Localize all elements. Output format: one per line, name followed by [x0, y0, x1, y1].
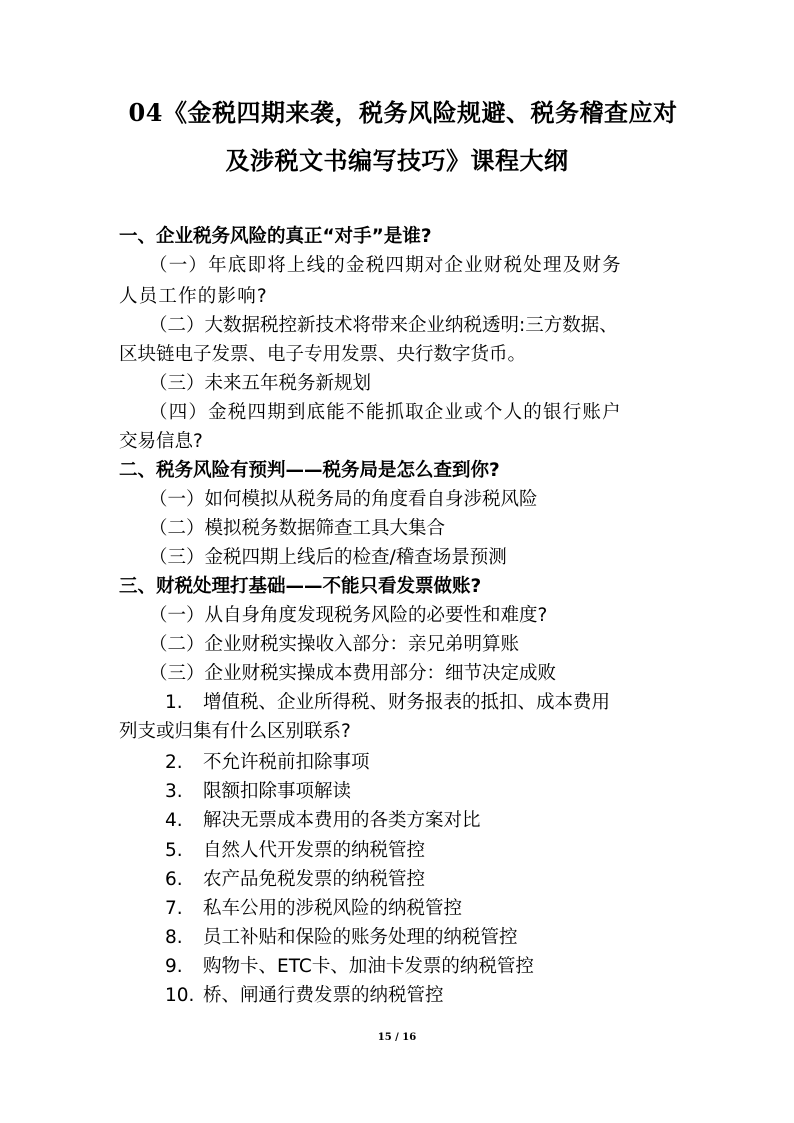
list-item	[165, 896, 462, 922]
list-item-continuation: 列支或归集有什么区别联系?	[119, 721, 351, 742]
section-1-heading: 一、企业税务风险的真正“对手”是谁?	[119, 226, 432, 247]
section-3-heading: 三、财税处理打基础——不能只看发票做账?	[119, 576, 482, 597]
list-item-text: 增值税、企业所得税、财务报表的抵扣、成本费用	[203, 692, 611, 713]
list-item	[165, 808, 481, 834]
list-item-number: 3.	[165, 781, 183, 802]
list-item-text: 农产品免税发票的纳税管控	[203, 869, 426, 890]
section-3-item-1: （一）从自身角度发现税务风险的必要性和难度?	[149, 605, 548, 626]
list-item-text: 私车公用的涉税风险的纳税管控	[203, 898, 463, 919]
list-item	[165, 838, 425, 864]
list-item-number: 6.	[165, 869, 183, 890]
list-item-text: 购物卡、ETC卡、加油卡发票的纳税管控	[203, 956, 534, 977]
list-item-number: 9.	[165, 956, 183, 977]
list-item-number: 10.	[165, 985, 195, 1006]
section-1-item-2: （二）大数据税控新技术将带来企业纳税透明:三方数据、	[149, 315, 618, 336]
list-item-text: 自然人代开发票的纳税管控	[203, 840, 426, 861]
section-2-item-3: （三）金税四期上线后的检查/稽查场景预测	[149, 547, 507, 568]
section-1-item-1-cont: 人员工作的影响?	[119, 286, 268, 307]
list-item-text: 员工补贴和保险的账务处理的纳税管控	[203, 927, 518, 948]
section-1-item-1: （一）年底即将上线的金税四期对企业财税处理及财务	[149, 255, 622, 276]
list-item-number: 1.	[165, 692, 183, 713]
document-title-line-1: 04《金税四期来袭，税务风险规避、税务稽查应对	[128, 98, 678, 127]
list-item-number: 7.	[165, 898, 183, 919]
section-3-item-3: （三）企业财税实操成本费用部分：细节决定成败	[149, 663, 557, 684]
list-item-text: 解决无票成本费用的各类方案对比	[203, 810, 481, 831]
section-1-item-4-cont: 交易信息?	[119, 431, 203, 452]
list-item-number: 8.	[165, 927, 183, 948]
list-item	[165, 690, 610, 716]
section-2-item-1: （一）如何模拟从税务局的角度看自身涉税风险	[149, 489, 538, 510]
list-item	[165, 954, 534, 980]
section-1-item-4: （四）金税四期到底能不能抓取企业或个人的银行账户	[149, 402, 622, 423]
list-item	[165, 779, 351, 805]
document-title-line-2: 及涉税文书编写技巧》课程大纲	[225, 146, 569, 175]
list-item	[165, 750, 370, 776]
list-item-text: 不允许税前扣除事项	[203, 752, 370, 773]
list-item	[165, 983, 444, 1009]
list-item-text: 桥、闸通行费发票的纳税管控	[203, 985, 444, 1006]
section-1-item-2-cont: 区块链电子发票、电子专用发票、央行数字货币。	[119, 344, 527, 365]
page-number: 15 / 16	[377, 1032, 417, 1043]
list-item-number: 2.	[165, 752, 183, 773]
section-3-item-2: （二）企业财税实操收入部分：亲兄弟明算账	[149, 634, 520, 655]
list-item-number: 5.	[165, 840, 183, 861]
section-1-item-3: （三）未来五年税务新规划	[149, 373, 372, 394]
section-2-item-2: （二）模拟税务数据筛查工具大集合	[149, 518, 446, 539]
section-2-heading: 二、税务风险有预判——税务局是怎么查到你?	[119, 460, 500, 481]
list-item-number: 4.	[165, 810, 183, 831]
list-item	[165, 925, 518, 951]
list-item-text: 限额扣除事项解读	[203, 781, 352, 802]
list-item	[165, 867, 425, 893]
